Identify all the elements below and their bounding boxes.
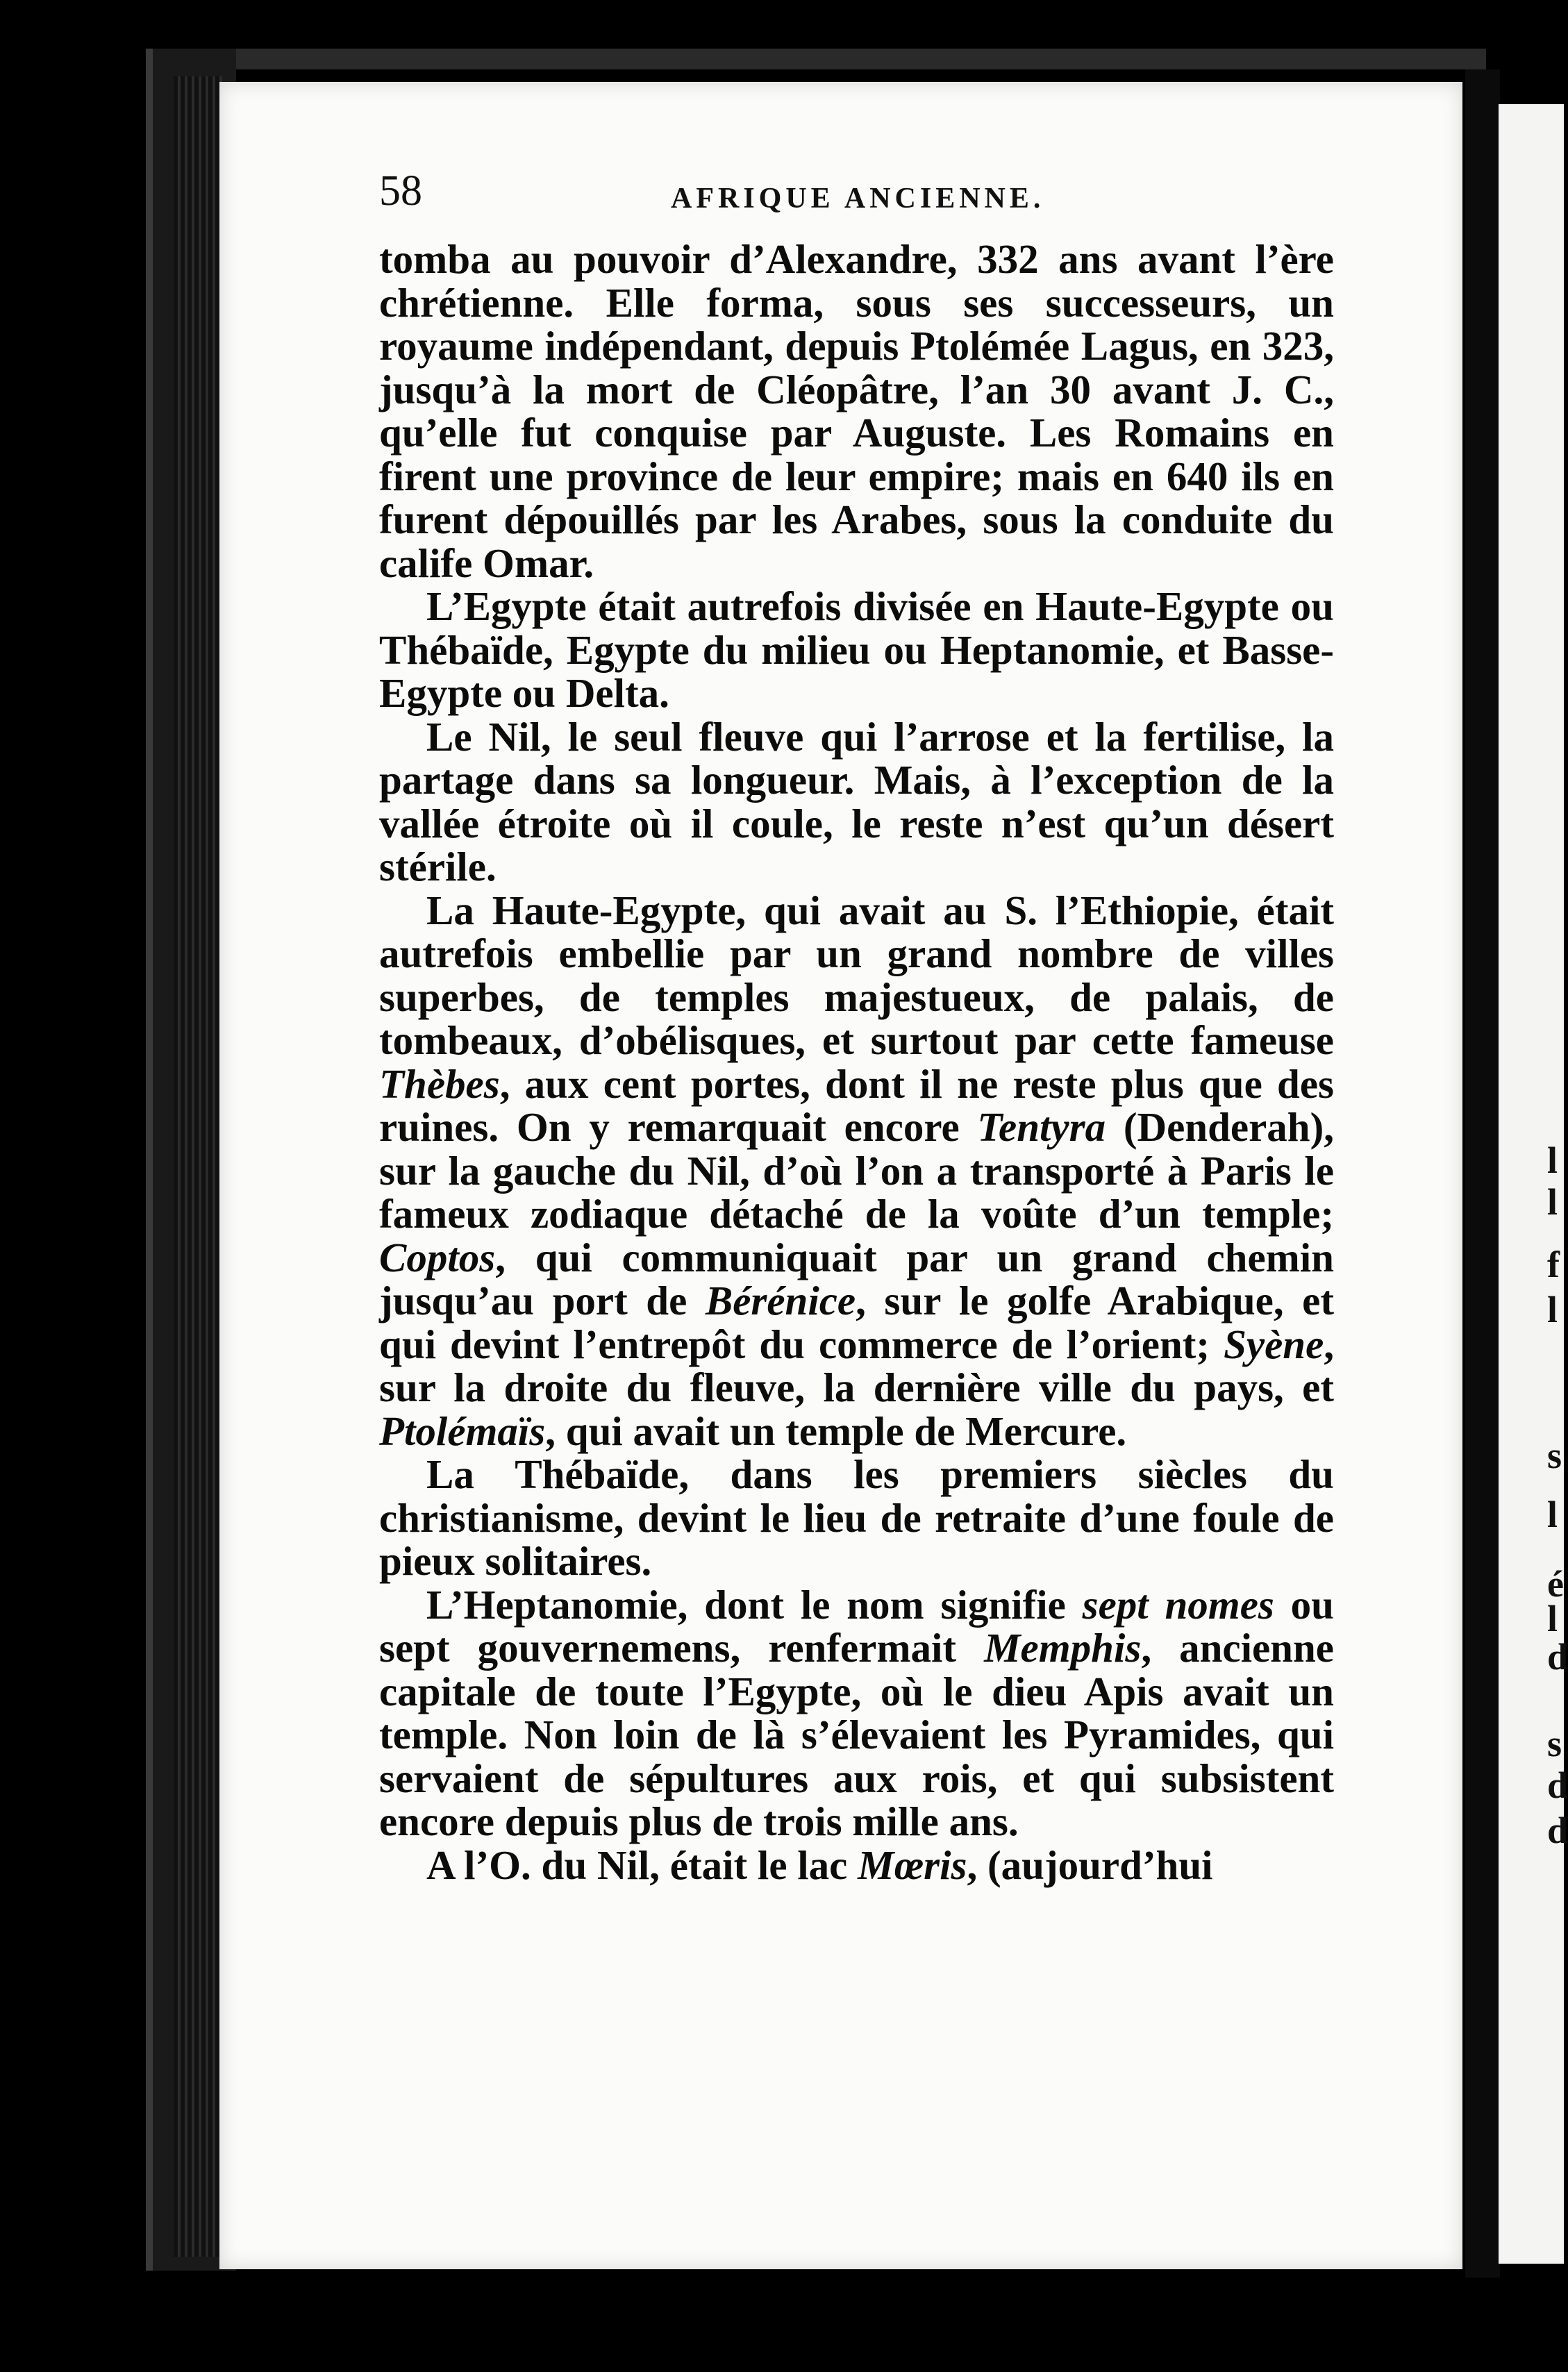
text-run: La Thébaïde, dans les premiers siècles du christianisme, devint le lieu de retraite d’une foule de pieux solitaires. [379,1451,1334,1584]
paragraph [379,585,1334,715]
text-run: , qui communiquait par un grand chemin jusqu’au port de [379,1234,1334,1323]
text-run: La Haute-Egypte, qui avait au S. l’Ethiopie, était autrefois embellie par un grand nombre de villes superbes, de temples majestueux, de palais, de tombeaux, d’obélisques, et surtout par cette fameuse [379,887,1334,1063]
text-run: (Denderah), sur la gauche du Nil, d’où l’on a transporté à Paris le fameux zodiaque détaché de la voûte d’un temple; [379,1104,1335,1237]
facing-page-letter: é [1547,1563,1564,1605]
facing-page-letter: d [1547,1636,1568,1678]
paragraph [379,889,1334,1453]
italic-name: Coptos [379,1234,496,1280]
book-top-edge [181,49,1486,69]
facing-page-letter: l [1547,1289,1558,1330]
text-run: , ancienne capitale de toute l’Egypte, où le dieu Apis avait un temple. Non loin de là s’élevaient les Pyramides, qui servaient de sépultures aux rois, et qui subsistent encore depuis plus de trois mille ans. [379,1625,1334,1844]
facing-page-letter: s [1547,1723,1562,1764]
paragraph [379,1841,1334,1888]
page-gutter-shadow [1465,69,1500,2278]
italic-name: Bérénice [705,1278,856,1323]
paragraph [379,715,1334,889]
page-header [379,167,1337,222]
text-run: , sur la droite du fleuve, la dernière ville du pays, et [379,1321,1334,1410]
facing-page-letter: l [1547,1598,1558,1639]
paragraph [379,1453,1334,1583]
facing-page-letter: s [1547,1435,1562,1476]
facing-page-letter: d [1547,1764,1568,1806]
page-number: 58 [379,167,422,215]
page-stack-edge [174,76,222,2257]
italic-name: Tentyra [977,1104,1106,1150]
facing-page-letter: f [1547,1244,1560,1285]
facing-page-letter: d [1547,1810,1568,1851]
italic-name: Mœris [858,1841,967,1888]
italic-name: sept nomes [1082,1581,1274,1628]
italic-name: Syène [1224,1321,1324,1367]
text-run: , sur le golfe Arabique, et qui devint l’entrepôt du commerce de l’orient; [379,1278,1335,1367]
facing-page-letter: l [1547,1181,1558,1223]
page-body-text [379,237,1334,1887]
text-run: A l’O. du Nil, était le lac [426,1841,858,1888]
facing-page-letter: l [1547,1494,1558,1535]
facing-page-letter: l [1547,1139,1558,1181]
text-run: ou sept gouvernemens, renfermait [379,1581,1334,1671]
text-run: , aux cent portes, dont il ne reste plus que des ruines. On y remarquait encore [379,1060,1334,1150]
text-run: L’Heptanomie, dont le nom signifie [426,1581,1083,1628]
text-run: , (aujourd’hui [967,1841,1213,1888]
paragraph [379,237,1334,585]
text-run: Le Nil, le seul fleuve qui l’arrose et la fertilise, la partage dans sa longueur. Mais, à l’exception de la vallée étroite où il coule, le reste n’est qu’un désert stérile. [379,713,1334,890]
text-run: L’Egypte était autrefois divisée en Haute-Egypte ou Thébaïde, Egypte du milieu ou Heptanomie, et Basse-Egypte ou Delta. [379,583,1334,716]
italic-name: Memphis [984,1625,1142,1671]
paragraph [379,1583,1334,1844]
italic-name: Ptolémaïs [379,1408,546,1454]
running-title: AFRIQUE ANCIENNE. [671,183,1045,215]
facing-page-fragment [1499,104,1568,2264]
text-run: , qui avait un temple de Mercure. [545,1408,1127,1454]
italic-name: Thèbes [379,1060,500,1107]
text-run: tomba au pouvoir d’Alexandre, 332 ans avant l’ère chrétienne. Elle forma, sous ses successeurs, un royaume indépendant, depuis Ptolémée Lagus, en 323, jusqu’à la mort de Cléopâtre, l’an 30 avant J. C., qu’elle fut conquise par Auguste. Les Romains en firent une province de leur empire; mais en 640 ils en furent dépouillés par les Arabes, sous la conduite du calife Omar. [379,236,1334,586]
